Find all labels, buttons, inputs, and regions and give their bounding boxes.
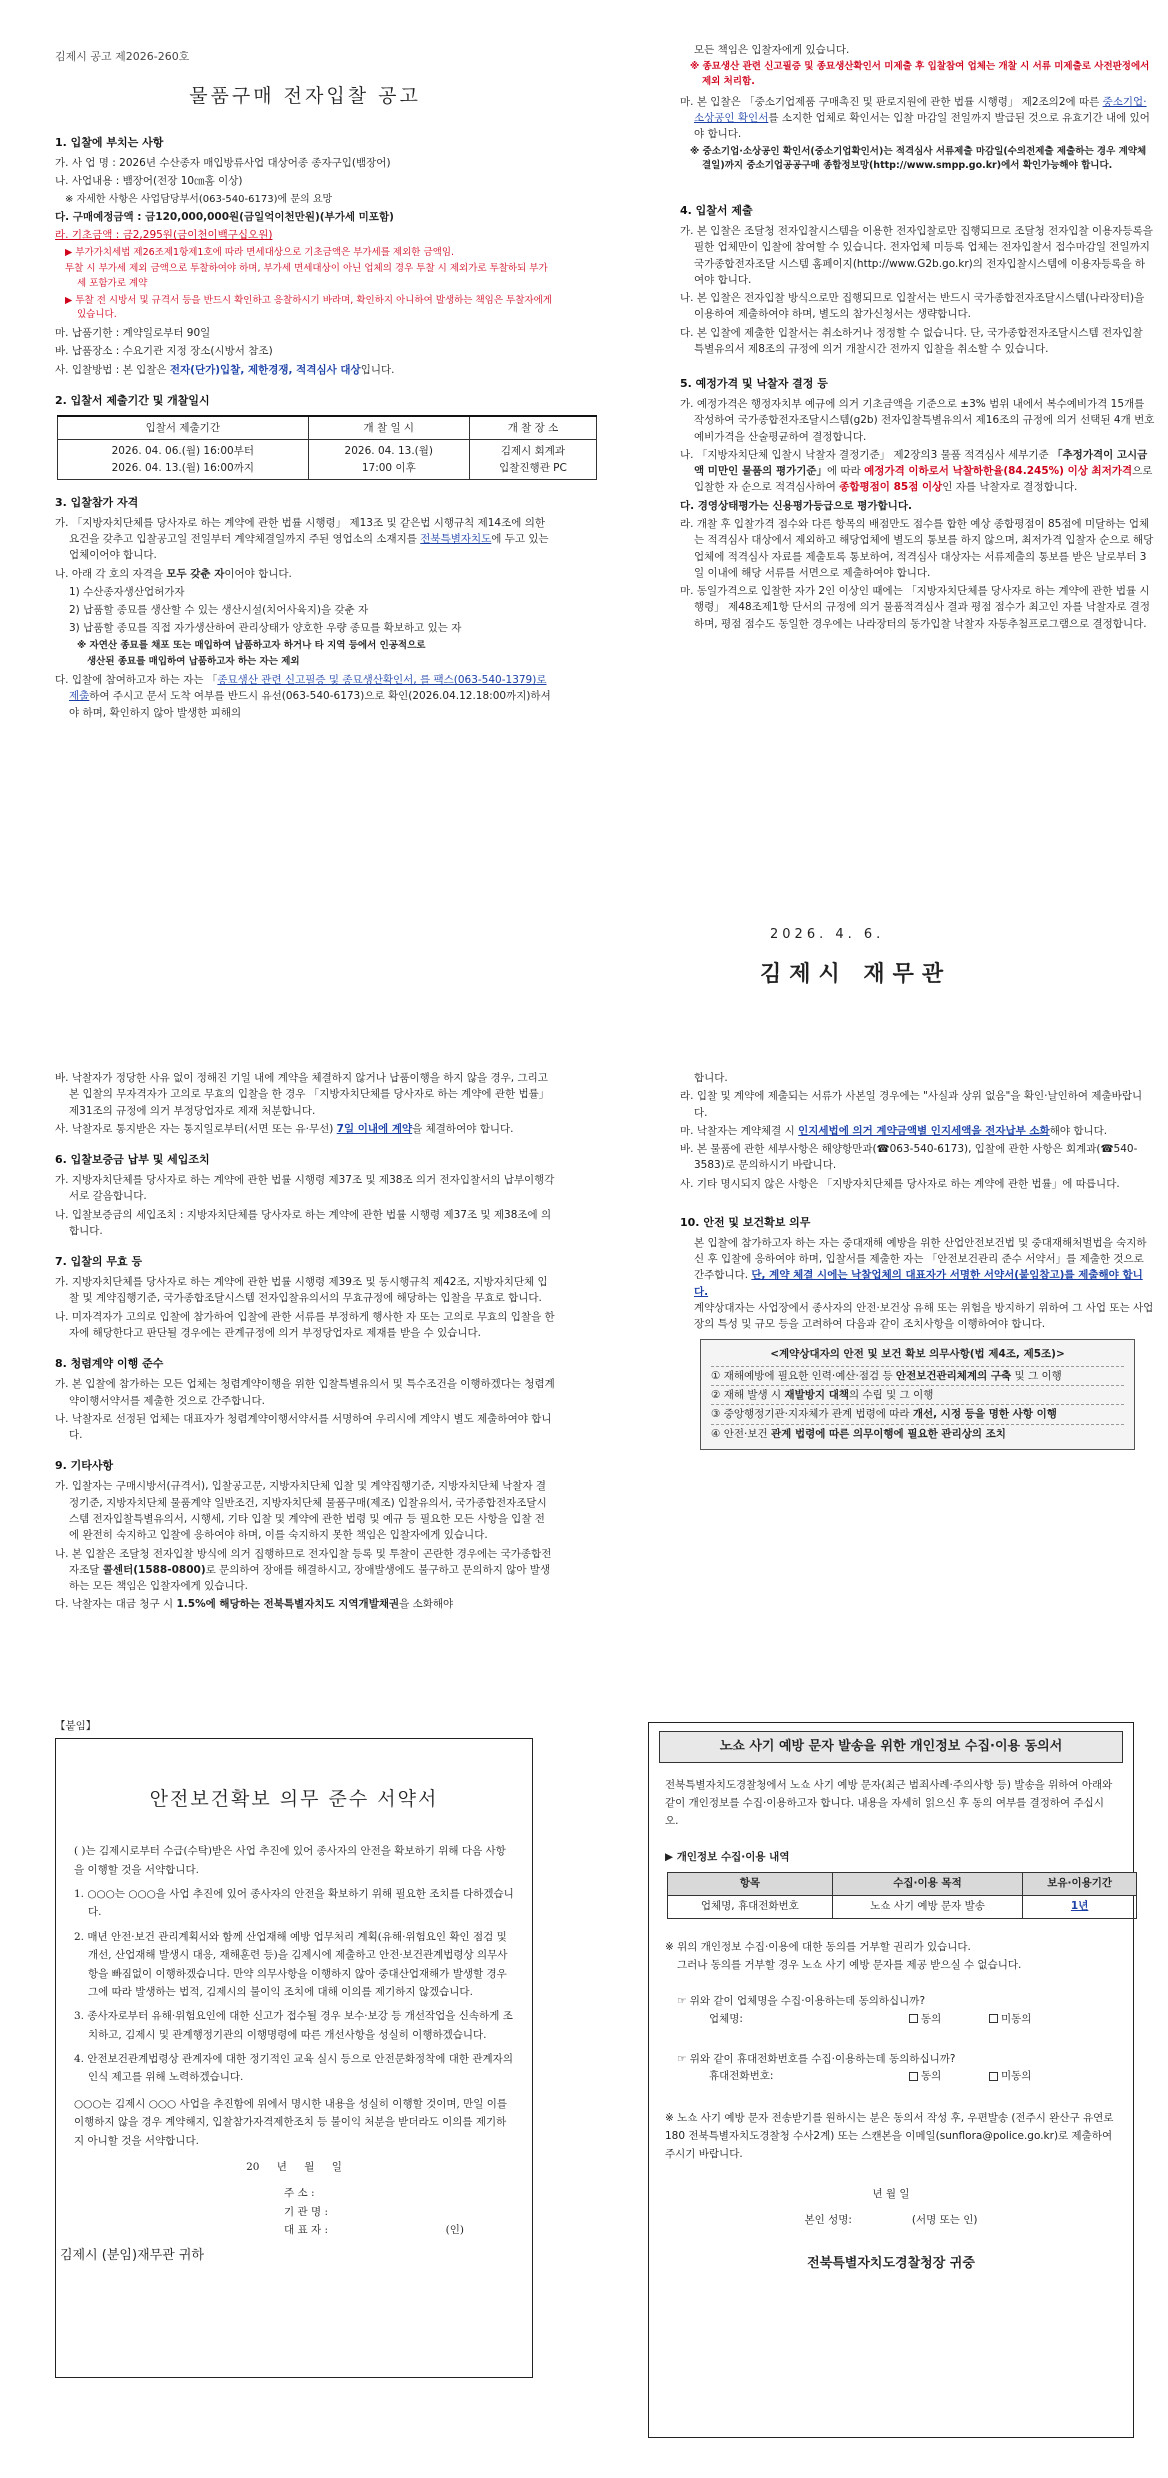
note-text: ▶ 부가가치세법 제26조제1항제1호에 따라 면세대상으로 기초금액은 부가세를 제외한 금액임. [65, 246, 455, 258]
consent-note: 그러나 동의를 거부할 경우 노쇼 사기 예방 문자를 제공 받으실 수 없습니다. [677, 1959, 1022, 1971]
disagree-option[interactable] [989, 2011, 1031, 2029]
option-label: 동의 [921, 2012, 942, 2025]
table-row [58, 440, 597, 480]
highlight-text: 「추정가격이 고시금액 미만인 물품의 평가기준」 [694, 448, 1148, 478]
highlight-text: 중소기업·소상공인 확인서 [694, 95, 1147, 124]
highlight-text: 7일 이내에 계약 [336, 1122, 413, 1135]
section-8 [55, 1355, 555, 1443]
publish-date: 2026. 4. 6. [770, 927, 885, 942]
consent-question: ☞ 위와 같이 휴대전화번호를 수집·이용하는데 동의하십니까? [677, 2052, 956, 2065]
issuing-authority: 김제시 재무관 [760, 962, 952, 987]
text-span: 로 문의하여 장애를 해결하시고, 장애발생에도 불구하고 문의하지 않아 발생하는 모든 책임은 입찰자에게 있습니다. [69, 1563, 551, 1593]
section-heading: 4. 입찰서 제출 [680, 203, 753, 217]
consent-answer-row [659, 2011, 1123, 2029]
item-text: 가. 본 입찰에 참가하는 모든 업체는 청렴계약이행을 위한 입찰특별유의서 및 특수조건을 이행하겠다는 청렴계약이행서약서를 제출한 것으로 간주합니다. [55, 1378, 555, 1407]
cell-line: 17:00 이후 [361, 461, 416, 474]
checkbox-icon[interactable] [909, 2072, 918, 2081]
highlight-text: 개선, 시정 등을 명한 사항 이행 [912, 1408, 1057, 1421]
item-text [680, 447, 1155, 496]
annex-label: 【붙임】 [55, 1720, 97, 1732]
text-span: 해야 합니다. [1049, 1124, 1108, 1137]
signature-hint: (서명 또는 인) [911, 2213, 978, 2226]
table-header: 입찰서 제출기간 [58, 416, 309, 440]
highlight-text: 모두 갖춘 자 [166, 567, 225, 580]
text-span: 입니다. [360, 363, 395, 376]
highlight-text: 관계 법령에 따른 의무이행에 필요한 관리상의 조치 [771, 1427, 1006, 1440]
text-span: 인 자를 낙찰자로 결정합니다. [942, 481, 1078, 494]
highlight-text: 종합평점이 85점 이상 [839, 481, 943, 494]
item-text [55, 1121, 555, 1137]
text-span: 나. 본 입찰은 조달청 전자입찰 방식에 의거 집행하므로 전자입찰 등록 및 투찰이 곤란한 경우에는 국가종합전자조달 [55, 1547, 552, 1576]
item-text: 나. 본 입찰은 전자입찰 방식으로만 집행되므로 입찰서는 반드시 국가종합전자조달시스템(나라장터)을 이용하여 제출하여야 하며, 별도의 참가신청서는 생략합니다. [680, 292, 1145, 321]
schedule-table [57, 415, 597, 480]
note-text: ※ 자연산 종묘를 채포 또는 매입하여 납품하고자 하거나 타 지역 등에서 인공적으로 [77, 639, 426, 651]
text-span: 다. 입찰에 참여하고자 하는 자는 「 [55, 674, 218, 687]
field-label: 업체명: [709, 2012, 743, 2025]
consent-table [667, 1872, 1137, 1919]
agree-option[interactable] [909, 2011, 941, 2029]
disagree-option[interactable] [989, 2068, 1031, 2086]
item-text [680, 94, 1155, 143]
consent-recipient: 전북특별자치도경찰청장 귀중 [807, 2256, 975, 2272]
table-cell: 1년 [1023, 1896, 1137, 1919]
text-span: 를 소지한 업체로 확인서는 입찰 마감일 전일까지 발급된 것으로 유효기간 내에 있어야 합니다. [694, 111, 1150, 141]
item-text [55, 1546, 555, 1595]
pledge-date: 20 년 월 일 [246, 2160, 342, 2173]
consent-submission-note: ※ 노쇼 사기 예방 문자 전송받기를 원하시는 분은 동의서 작성 후, 우편발송 (전주시 완산구 유연로 180 전북특별자치도경찰청 수사2계) 또는 스캔본을 이메일(sunflora@police.go.kr)로 제출하여 주시기 바랍니다. [665, 2112, 1114, 2160]
table-header: 보유·이용기간 [1023, 1873, 1137, 1896]
item-text: 바. 납품장소 : 수요기관 지정 장소(시방서 참조) [55, 345, 273, 358]
table-header: 개 찰 장 소 [469, 416, 596, 440]
item-text [55, 515, 555, 564]
box-row [711, 1404, 1124, 1423]
highlight-text: 안전보건관리체계의 구축 [895, 1369, 1012, 1382]
item-text: 가. 본 입찰은 조달청 전자입찰시스템을 이용한 전자입찰로만 집행되므로 조달청 전자입찰 이용자등록을 필한 업체만이 입찰에 참여할 수 있습니다. 전자업체 미등록 업체는 전자입찰서 접수마감일 전일까지 국가종합전자조달 시스템 홈페이지(http://www.G2b.go.kr)의 전자입찰시스템에 이용자등록을 하여야 합니다. [680, 224, 1153, 286]
table-cell [58, 440, 309, 480]
text-span: 사. 낙찰자로 통지받은 자는 통지일로부터(서면 또는 유·무선) [55, 1122, 337, 1135]
item-text: 마. 동일가격으로 입찰한 자가 2인 이상인 때에는 「지방자치단체를 당사자로 하는 계약에 관한 법률 시행령」 제48조제1항 단서의 규정에 의거 물품적격심사 결과 평점 점수가 최고인 자를 낙찰자로 결정하며, 평점 점수도 동일한 경우에는 나라장터의 동가입찰 낙찰자 자동추첨프로그램으로 결정합니다. [680, 585, 1151, 630]
pledge-title: 안전보건확보 의무 준수 서약서 [149, 1788, 439, 1810]
text-span: ① 재해예방에 필요한 인력·예산·점검 등 [711, 1369, 896, 1382]
table-cell: 업체명, 휴대전화번호 [668, 1896, 833, 1919]
item-text: 계약상대자는 사업장에서 종사자의 안전·보건상 유해 또는 위험을 방지하기 위하여 그 사업 또는 사업장의 특성 및 규모 등을 고려하여 다음과 같이 조치사항을 이행하여야 합니다. [694, 1301, 1154, 1331]
text-span: 마. 낙찰자는 계약체결 시 [680, 1124, 799, 1137]
pledge-item: 2. 매년 안전·보건 관리계획서와 함께 산업재해 예방 업무처리 계획(유해·위험요인 확인 점검 및 개선, 산업재해 발생시 대응, 재해훈련 등)을 김제시에 제출하고 안전·보건관계법령상 의무사항을 빠짐없이 이행하겠습니다. 만약 의무사항을 이행하지 않아 중대산업재해가 발생할 경우 그에 따라 발생하는 법적, 김제시의 불이익 조치에 대해 이의를 제기하지 않겠습니다. [74, 1930, 508, 1998]
section-heading: 6. 입찰보증금 납부 및 세입조치 [55, 1153, 210, 1167]
sub-item: 2) 납품할 종묘를 생산할 수 있는 생산시설(치어사육지)을 갖춘 자 [69, 604, 369, 617]
section-heading: 5. 예정가격 및 낙찰자 결정 등 [680, 377, 828, 391]
notice-page-2 [0, 1070, 1168, 1670]
pledge-address-field: 주 소 : [284, 2187, 315, 2200]
consent-answer-row [659, 2068, 1123, 2086]
field-label: 휴대전화번호: [709, 2070, 774, 2083]
seal-mark: (인) [445, 2224, 464, 2236]
field-label: 본인 성명: [804, 2213, 852, 2226]
item-text: 다. 본 입찰에 제출한 입찰서는 취소하거나 정정할 수 없습니다. 단, 국가종합전자조달시스템 전자입찰 특별유의서 제8조의 규정에 의거 개찰시간 전까지 입찰을 취소할 수 있습니다. [680, 326, 1143, 355]
text-span: 본 입찰에 참가하고자 하는 자는 중대재해 예방을 위한 산업안전보건법 및 중대재해처벌법을 숙지하신 후 입찰에 응하여야 하며, 입찰서를 제출한 자는 「안전보건관리 준수 서약서」를 제출한 것으로 간주합니다. [694, 1236, 1147, 1282]
consent-date: 년 월 일 [872, 2187, 910, 2200]
item-text: 가. 지방자치단체를 당사자로 하는 계약에 관한 법률 시행령 제39조 및 동시행규칙 제42조, 지방자치단체 입찰 및 계약집행기준, 국가종합조달시스템 전자입찰유의서의 무효규정에 해당하는 입찰을 무효로 합니다. [55, 1276, 548, 1305]
highlight-text: 콜센터(1588-0800) [102, 1563, 206, 1576]
pledge-recipient: 김제시 (분임)재무관 귀하 [60, 2248, 204, 2264]
text-span: ④ 안전·보건 [711, 1427, 771, 1440]
pledge-item: 1. ○○○는 ○○○을 사업 추진에 있어 종사자의 안전을 확보하기 위해 필요한 조치를 다하겠습니다. [74, 1888, 514, 1919]
item-text [680, 1123, 1155, 1139]
text-span: 사. 입찰방법 : 본 입찰은 [55, 363, 170, 376]
section-heading: 10. 안전 및 보건확보 의무 [680, 1215, 811, 1229]
section-3 [55, 494, 555, 721]
item-text: 나. 사업내용 : 뱀장어(전장 10㎝홈 이상) [55, 175, 243, 188]
section-9 [55, 1457, 555, 1612]
item-text: 마. 납품기한 : 계약일로부터 90일 [55, 327, 211, 340]
cell-line: 2026. 04. 13.(월) 16:00까지 [111, 461, 254, 474]
right-column-1 [680, 42, 1155, 634]
highlight-text: 전북특별자치도 [420, 533, 492, 546]
pledge-rep-field [284, 2221, 514, 2239]
item-text: 라. 개찰 후 입찰가격 점수와 다른 항목의 배점만도 점수를 합한 예상 종합평점이 85점에 미달하는 업체는 적격심사 대상에서 제외하고 해당업체에 별도의 통보를 하지 않으며, 최저가격 입찰자 순으로 해당업체에 적격심사 자료를 제출토록 통보하여, 적격심사 대상자는 서류제출의 통보를 받은 날로부터 3일 이내에 해당 서류를 서면으로 제출하여야 합니다. [680, 518, 1154, 579]
box-heading: <계약상대자의 안전 및 보건 확보 의무사항(법 제4조, 제5조)> [770, 1347, 1065, 1360]
text-span: 가. 「지방자치단체를 당사자로 하는 계약에 관한 법률 시행령」 제13조 및 같은법 시행규칙 제14조에 의한 요건을 갖추고 입찰공고일 전일부터 계약체결일까지 주된 영업소의 소재지를 [55, 516, 546, 546]
pledge-intro: ( )는 김제시로부터 수급(수탁)받은 사업 추진에 있어 종사자의 안전을 확보하기 위해 다음 사항을 이행할 것을 서약합니다. [74, 1845, 506, 1876]
right-column-2 [680, 1070, 1155, 1450]
table-cell: 노쇼 사기 예방 문자 발송 [832, 1896, 1023, 1919]
section-5 [680, 375, 1155, 632]
highlight-text: 종묘생산 관련 신고필증 및 종묘생산확인서, 를 팩스(063-540-1379)로 제출 [69, 674, 547, 703]
item-text [680, 1235, 1155, 1300]
item-text [55, 362, 555, 378]
note-text: ※ 자세한 사항은 사업담당부서(063-540-6173)에 문의 요망 [65, 193, 333, 205]
pledge-item: 4. 안전보건관계법령상 관계자에 대한 정기적인 교육 실시 등으로 안전문화정착에 대한 관계자의 인식 제고를 위해 노력하겠습니다. [74, 2053, 513, 2084]
highlight-text: 전자(단가)입찰, 제한경쟁, 적격심사 대상 [169, 363, 361, 376]
note-text: ▶ 투찰 전 시방서 및 규격서 등을 반드시 확인하고 응찰하시기 바라며, 확인하지 아니하여 발생하는 책임은 투찰자에게 있습니다. [65, 294, 552, 321]
item-text: 모든 책임은 입찰자에게 있습니다. [694, 44, 850, 56]
text-span: ② 재해 발생 시 [711, 1389, 785, 1402]
highlight-text: 인지세법에 의거 계약금액별 인지세액을 전자납부 소화 [798, 1124, 1050, 1137]
checkbox-icon[interactable] [989, 2014, 998, 2023]
item-text: 바. 낙찰자가 정당한 사유 없이 정해진 기일 내에 계약을 체결하지 않거나 납품이행을 하지 않을 경우, 그리고 본 입찰의 무자격자가 고의로 무효의 입찰을 한 경우 「지방자치단체를 당사자로 하는 계약에 관한 법률」 제31조의 규정에 의거 부정당업자로 제재 처분합니다. [55, 1072, 550, 1117]
sub-item: 3) 납품할 종묘를 직접 자가생산하여 관리상태가 양호한 우량 종묘를 확보하고 있는 자 [69, 622, 462, 635]
table-cell [308, 440, 469, 480]
left-column-2 [55, 1070, 555, 1615]
item-text: 바. 본 물품에 관한 세부사항은 해양항만과(☎063-540-6173), 입찰에 관한 사항은 회계과(☎540-3583)로 문의하시기 바랍니다. [680, 1143, 1138, 1172]
consent-signature-row [659, 2212, 1123, 2230]
section-4 [680, 202, 1155, 357]
consent-section-heading: ▶ 개인정보 수집·이용 내역 [665, 1850, 790, 1863]
item-text [55, 672, 555, 721]
section-10 [680, 1214, 1155, 1450]
text-span: 나. 아래 각 호의 자격을 [55, 567, 167, 580]
item-text: 가. 사 업 명 : 2026년 수산종자 매입방류사업 대상어종 종자구입(뱀장어) [55, 157, 391, 170]
text-span: 에 따라 [827, 465, 865, 478]
highlight-text: 1.5%에 해당하는 전북특별자치도 지역개발채권 [176, 1598, 400, 1611]
left-column-1 [55, 120, 567, 723]
cell-line: 입찰진행관 PC [499, 461, 567, 474]
section-heading: 1. 입찰에 부치는 사항 [55, 136, 164, 149]
table-header: 항목 [668, 1873, 833, 1896]
item-text: 나. 입찰보증금의 세입조치 : 지방자치단체를 당사자로 하는 계약에 관한 법률 시행령 제37조 및 제38조에 의합니다. [55, 1208, 552, 1237]
box-row [711, 1366, 1124, 1385]
table-row [668, 1896, 1137, 1919]
notice-page-1 [0, 0, 1168, 1060]
notice-number: 김제시 공고 제2026-260호 [55, 50, 190, 63]
consent-intro: 전북특별자치도경찰청에서 노쇼 사기 예방 문자(최근 범죄사례·주의사항 등) 발송을 위하여 아래와 같이 개인정보를 수집·이용하고자 합니다. 내용을 자세히 읽으신 후 동의 여부를 결정하여 주십시오. [665, 1779, 1113, 1827]
text-span: 다. 낙찰자는 대금 청구 시 [55, 1598, 177, 1611]
obligation-box [700, 1339, 1135, 1450]
section-heading: 8. 청렴계약 이행 준수 [55, 1357, 164, 1371]
highlight-text: 단, 계약 체결 시에는 낙찰업체의 대표자가 서명한 서약서(붙임참고)를 제출해야 합니다. [694, 1269, 1143, 1298]
note-text: ※ 종묘생산 관련 신고필증 및 종묘생산확인서 미제출 후 입찰참여 업체는 개찰 시 서류 미제출로 사전판정에서 제외 처리함. [690, 61, 1150, 87]
text-span: 이어야 합니다. [224, 567, 292, 580]
sub-item: 1) 수산종자생산업허가자 [69, 585, 185, 598]
section-heading: 9. 기타사항 [55, 1459, 114, 1473]
highlight-text: 재발방지 대책 [784, 1389, 849, 1402]
note-text: ※ 중소기업·소상공인 확인서(중소기업확인서)는 적격심사 서류제출 마감일(수의전제출 제출하는 경우 계약체결일)까지 중소기업공공구매 종합정보망(http://www.smpp.go.kr)에서 확인가능해야 합니다. [690, 145, 1147, 172]
consent-question: ☞ 위와 같이 업체명을 수집·이용하는데 동의하십니까? [677, 1994, 926, 2007]
option-label: 미동의 [1001, 2070, 1032, 2083]
consent-note: ※ 위의 개인정보 수집·이용에 대한 동의를 거부할 권리가 있습니다. [665, 1941, 971, 1954]
item-text: 사. 기타 명시되지 않은 사항은 「지방자치단체를 당사자로 하는 계약에 관한 법률」에 따릅니다. [680, 1177, 1120, 1190]
pledge-org-field: 기 관 명 : [284, 2205, 328, 2218]
agree-option[interactable] [909, 2068, 941, 2086]
text-span: 마. 본 입찰은 「중소기업제품 구매촉진 및 판로지원에 관한 법률 시행령」 제2조의2에 따른 [680, 95, 1103, 108]
option-label: 동의 [921, 2070, 942, 2083]
section-heading: 3. 입찰참가 자격 [55, 495, 139, 509]
text-span: 나. 「지방자치단체 입찰시 낙찰자 결정기준」 제2장의3 물품 적격심사 세부기준 [680, 448, 1053, 461]
item-text [55, 566, 555, 582]
text-span: ③ 중앙행정기관·지자체가 관계 법령에 따라 [711, 1408, 913, 1421]
consent-form [648, 1722, 1134, 2438]
item-text: 나. 낙찰자로 선정된 업체는 대표자가 청렴계약이행서약서를 서명하여 우리시에 계약시 별도 제출하여야 합니다. [55, 1412, 552, 1442]
section-2 [55, 392, 567, 480]
text-span: 을 소화해야 [399, 1598, 454, 1611]
item-text: 가. 예정가격은 행정자치부 예규에 의거 기초금액을 기준으로 ±3% 범위 내에서 복수예비가격 15개를 작성하여 국가종합전자조달시스템(g2b) 전자입찰특별유의서 제16조의 규정에 의거 선택된 4개 번호 예비가격을 산술평균하여 결정합니다. [680, 398, 1155, 443]
option-label: 미동의 [1001, 2012, 1032, 2025]
section-6 [55, 1151, 555, 1239]
box-row [711, 1424, 1124, 1443]
section-7 [55, 1253, 555, 1341]
field-label: 대 표 자 : [284, 2224, 328, 2236]
safety-pledge-form [55, 1738, 533, 2378]
text-span: 및 그 이행 [1011, 1369, 1062, 1382]
box-row [711, 1385, 1124, 1404]
table-cell [469, 440, 596, 480]
base-price: 라. 기초금액 : 금2,295원(금이천이백구십오원) [55, 229, 273, 242]
consent-title: 노쇼 사기 예방 문자 발송을 위한 개인정보 수집·이용 동의서 [659, 1731, 1123, 1763]
note-text: 투찰 시 부가세 제외 금액으로 투찰하여야 하며, 부가세 면세대상이 아닌 업체의 경우 투찰 시 제외가로 투찰하되 부가세 포함가로 계약 [65, 263, 548, 290]
checkbox-icon[interactable] [989, 2072, 998, 2081]
table-header: 개 찰 일 시 [308, 416, 469, 440]
item-text [55, 1596, 555, 1612]
notice-title: 물품구매 전자입찰 공고 [189, 85, 421, 107]
table-header: 수집·이용 목적 [832, 1873, 1023, 1896]
item-text: 다. 구매예정금액 : 금120,000,000원(금일억이천만원)(부가세 미포함) [55, 211, 394, 224]
section-heading: 7. 입찰의 무효 등 [55, 1255, 143, 1269]
pledge-item: 3. 종사자로부터 유해·위험요인에 대한 신고가 접수될 경우 보수·보강 등 개선작업을 신속하게 조치하고, 김제시 및 관계행정기관의 이행명령에 따른 개선사항을 성실히 이행하겠습니다. [74, 2010, 513, 2041]
note-text: 생산된 종묘를 매입하여 납품하고자 하는 자는 제외 [87, 656, 300, 668]
text-span: 하여 주시고 문서 도착 여부를 반드시 유선(063-540-6173)으로 확인(2026.04.12.18:00까지)하셔야 하며, 확인하지 않아 발생한 피해의 [69, 690, 551, 719]
checkbox-icon[interactable] [909, 2014, 918, 2023]
text-span: 의 수립 및 그 이행 [849, 1389, 934, 1402]
pledge-outro: ○○○는 김제시 ○○○ 사업을 추진함에 위에서 명시한 내용을 성실히 이행할 것이며, 만일 이를 이행하지 않을 경우 계약해지, 입찰참가자격제한조치 등 불이익 처분을 받더라도 이의를 제기하지 아니할 것을 서약합니다. [74, 2097, 508, 2147]
section-heading: 2. 입찰서 제출기간 및 개찰일시 [55, 394, 210, 407]
cell-line: 김제시 회계과 [500, 445, 566, 458]
highlight-text: 예정가격 이하로서 낙찰하한율(84.245%) 이상 최저가격 [864, 465, 1133, 478]
text-span: 을 체결하여야 합니다. [412, 1122, 514, 1135]
section-1 [55, 134, 555, 378]
item-text: 가. 지방자치단체를 당사자로 하는 계약에 관한 법률 시행령 제37조 및 제38조 의거 전자입찰서의 납부이행각서로 갈음합니다. [55, 1174, 555, 1203]
item-text: 나. 미자격자가 고의로 입찰에 참가하여 입찰에 관한 서류를 부정하게 행사한 자 또는 고의로 무효의 입찰을 한 자에 해당한다고 판단될 경우에는 관계규정에 의거 부정당업자로 제재를 받을 수 있습니다. [55, 1310, 555, 1340]
cell-line: 2026. 04. 13.(월) [344, 445, 434, 458]
item-text: 합니다. [694, 1072, 728, 1084]
item-text: 가. 입찰자는 구매시방서(규격서), 입찰공고문, 지방자치단체 입찰 및 계약집행기준, 지방자치단체 낙찰자 결정기준, 지방자치단체 물품계약 일반조건, 지방자치단체 물품구매(제조) 입찰유의서, 국가종합전자조달시스템 전자입찰특별유의서, 시행세, 기타 입찰 및 계약에 관한 법령 및 예규 등 필요한 모든 사항을 입찰 전에 완전히 숙지하고 입찰에 응하여야 하며, 이를 숙지하지 못한 책임은 입찰자에게 있습니다. [55, 1480, 547, 1542]
text-span: 으로 입찰한 자 순으로 적격심사하여 [694, 465, 1153, 494]
cell-line: 2026. 04. 06.(월) 16:00부터 [111, 445, 254, 458]
item-text: 라. 입찰 및 계약에 제출되는 서류가 사본일 경우에는 "사실과 상위 없음"을 확인·날인하여 제출바랍니다. [680, 1090, 1143, 1119]
item-text: 다. 경영상태평가는 신용평가등급으로 평가합니다. [680, 499, 912, 512]
text-span: 에 두고 있는 업체이어야 합니다. [69, 533, 549, 562]
